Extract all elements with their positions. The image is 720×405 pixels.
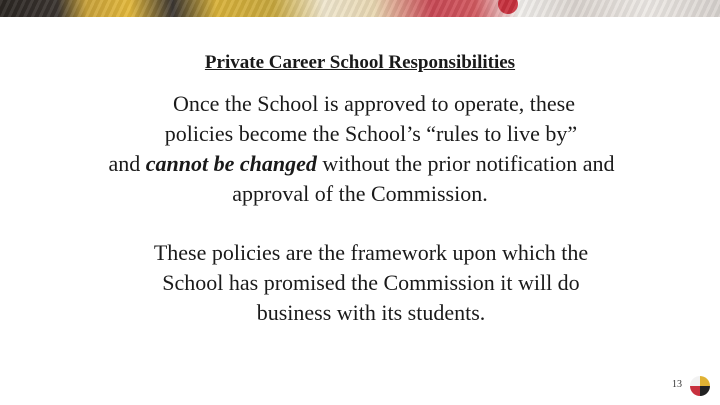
paragraph-1: [0, 89, 720, 209]
paragraph-1-line-3-post: without the prior notification and: [316, 151, 615, 176]
paragraph-1-line-3: [0, 149, 720, 179]
slide-title: Private Career School Responsibilities: [204, 52, 516, 73]
paragraph-2: [0, 238, 720, 328]
maryland-flag-logo-icon: [690, 376, 710, 396]
paragraph-2-line-2: School has promised the Commission it will do: [162, 270, 580, 295]
paragraph-2-line-3: business with its students.: [256, 300, 486, 325]
slide-title-wrap: [0, 52, 720, 74]
emphasis-text: cannot be changed: [145, 151, 317, 176]
paragraph-1-line-3-pre: and: [108, 151, 146, 176]
page-number: 13: [672, 379, 682, 390]
banner-accent: [498, 0, 518, 14]
decorative-banner: [0, 0, 720, 17]
paragraph-2-line-1: These policies are the framework upon which the: [153, 240, 589, 265]
paragraph-1-line-1: Once the School is approved to operate, these: [173, 91, 575, 116]
paragraph-1-line-2: policies become the School’s “rules to live by”: [164, 121, 578, 146]
paragraph-1-line-4: approval of the Commission.: [232, 181, 488, 206]
